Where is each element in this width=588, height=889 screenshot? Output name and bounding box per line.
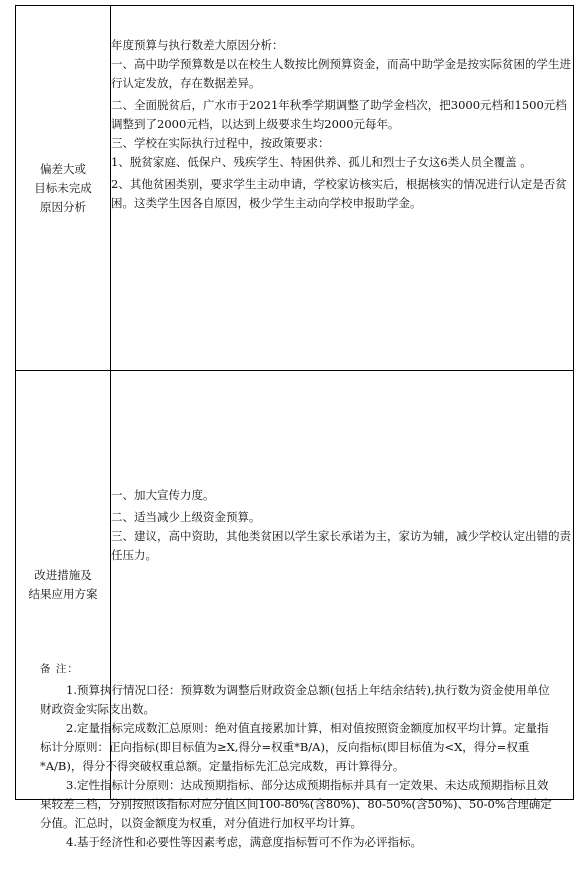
analysis-paragraph: 一、高中助学预算数是以在校生人数按比例预算资金，而高中助学金是按实际贫困的学生进行认定发放，存在数据差异。 xyxy=(111,57,571,90)
notes-heading: 备 注： xyxy=(40,663,79,675)
analysis-paragraph: 1、脱贫家庭、低保户、残疾学生、特困供养、孤儿和烈士子女这6类人员全覆盖 。 xyxy=(111,155,532,169)
label-line: 偏差大或 xyxy=(40,161,86,176)
deviation-analysis-row xyxy=(16,6,574,371)
label-line: 目标未完成 xyxy=(34,180,92,195)
notes-section xyxy=(40,660,558,852)
deviation-analysis-content xyxy=(111,6,574,371)
measure-paragraph: 三、建议，高中资助，其他类贫困以学生家长承诺为主，家访为辅，减少学校认定出错的责任压力。 xyxy=(111,529,571,562)
analysis-paragraph: 2、其他贫困类别，要求学生主动申请，学校家访核实后，根据核实的情况进行认定是否贫困。这类学生因各自原因，极少学生主动向学校申报助学金。 xyxy=(111,177,567,210)
label-line: 改进措施及 xyxy=(34,568,92,582)
analysis-paragraph: 年度预算与执行数差大原因分析： xyxy=(111,38,284,52)
note-item: 1.预算执行情况口径：预算数为调整后财政资金总额(包括上年结余结转),执行数为资金使用单位财政资金实际支出数。 xyxy=(40,683,550,716)
label-line: 结果应用方案 xyxy=(28,587,98,601)
note-item: 2.定量指标完成数汇总原则：绝对值直接累加计算，相对值按照资金额度加权平均计算。定量指标计分原则：正向指标(即目标值为≥X,得分=权重*B/A)，反向指标(即目标值为<X，得分=权重*A/B)，得分不得突破权重总额。定量指标先汇总完成数，再计算得分。 xyxy=(40,721,549,773)
analysis-paragraph: 三、学校在实际执行过程中，按政策要求： xyxy=(111,136,330,150)
note-item: 4.基于经济性和必要性等因素考虑，满意度指标暂可不作为必评指标。 xyxy=(66,835,422,849)
measure-paragraph: 二、适当减少上级资金预算。 xyxy=(111,510,261,524)
analysis-paragraph: 二、全面脱贫后，广水市于2021年秋季学期调整了助学金档次，把3000元档和1500元档调整到了2000元档，以达到上级要求生均2000元每年。 xyxy=(111,98,567,131)
note-item: 3.定性指标计分原则：达成预期指标、部分达成预期指标并具有一定效果、未达成预期指标且效果较差三档，分别按照该指标对应分值区间100-80%(含80%)、80-50%(含50%)、50-0%合理确定分值。汇总时，以资金额度为权重，对分值进行加权平均计算。 xyxy=(40,778,552,830)
label-line: 原因分析 xyxy=(40,199,86,214)
measure-paragraph: 一、加大宣传力度。 xyxy=(111,488,215,502)
deviation-analysis-label xyxy=(16,6,111,371)
